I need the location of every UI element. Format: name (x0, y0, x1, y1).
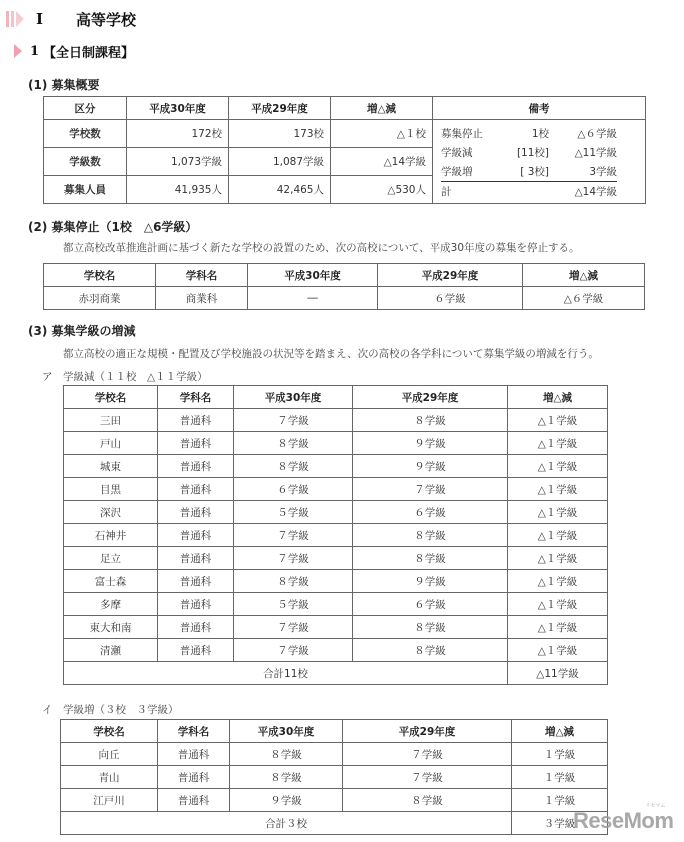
suspension-table (43, 263, 645, 310)
header-cell: 学科名 (158, 720, 230, 743)
cell-h29: ６学級 (378, 287, 523, 310)
cell-diff: △１学級 (508, 639, 608, 662)
cell-school: 赤羽商業 (44, 287, 156, 310)
table-header-row (44, 264, 645, 287)
remarks-cell (433, 120, 646, 204)
remark-value: 3学級 (589, 166, 617, 178)
remark-count: [ 3校] (520, 166, 549, 178)
section3-title: (3) 募集学級の増減 (28, 324, 136, 338)
cell-dept: 普通科 (158, 501, 234, 524)
cell-school: 深沢 (64, 501, 158, 524)
cell-diff: △530人 (331, 176, 433, 204)
table-row (61, 743, 608, 766)
cell-h29: ７学級 (343, 743, 512, 766)
cell-h29: ８学級 (353, 547, 508, 570)
heading-number: I (36, 10, 44, 28)
remark-row (441, 143, 639, 162)
header-cell: 平成30年度 (127, 97, 229, 120)
cell-h30: ７学級 (234, 547, 353, 570)
cell-h30: ７学級 (234, 639, 353, 662)
cell-dept: 普通科 (158, 524, 234, 547)
header-cell: 学科名 (156, 264, 248, 287)
table-row (61, 789, 608, 812)
cell-h30: ５学級 (234, 501, 353, 524)
cell-h29: ９学級 (353, 570, 508, 593)
cell-school: 三田 (64, 409, 158, 432)
cell-school: 青山 (61, 766, 158, 789)
header-cell: 増△減 (508, 386, 608, 409)
remark-label: 学級減 (441, 147, 473, 159)
cell-h30: ７学級 (234, 409, 353, 432)
cell-h29: ８学級 (353, 524, 508, 547)
header-cell: 増△減 (512, 720, 608, 743)
decrease-table (63, 385, 608, 685)
cell-h29: 1,087学級 (229, 148, 331, 176)
table-row (64, 547, 608, 570)
cell-h30: 172校 (127, 120, 229, 148)
cell-school: 石神井 (64, 524, 158, 547)
cell-h30: ８学級 (230, 766, 343, 789)
header-cell: 平成30年度 (248, 264, 378, 287)
header-cell: 増△減 (331, 97, 433, 120)
cell-school: 清瀬 (64, 639, 158, 662)
cell-dept: 普通科 (158, 766, 230, 789)
resemom-logo (573, 803, 674, 834)
cell-school: 目黒 (64, 478, 158, 501)
table-row (64, 524, 608, 547)
section2-title: (2) 募集停止（1校 △6学級） (28, 220, 198, 234)
total-row (64, 662, 608, 685)
remark-count: 1校 (531, 128, 549, 140)
cell-school: 城東 (64, 455, 158, 478)
table-row (61, 766, 608, 789)
table-row (64, 639, 608, 662)
cell-h29: ８学級 (343, 789, 512, 812)
header-cell: 平成29年度 (353, 386, 508, 409)
cell-diff: １学級 (512, 766, 608, 789)
cell-diff: △１校 (331, 120, 433, 148)
cell-diff: △１学級 (508, 501, 608, 524)
table-row (44, 287, 645, 310)
cell-dept: 普通科 (158, 478, 234, 501)
cell-h29: ８学級 (353, 409, 508, 432)
section-heading-1 (6, 6, 136, 32)
header-cell: 平成30年度 (234, 386, 353, 409)
section2-description: 都立高校改革推進計画に基づく新たな学校の設置のため、次の高校について、平成30年度の募集を停止する。 (63, 242, 580, 254)
total-label: 合計３校 (61, 812, 512, 835)
table-header-row (44, 97, 646, 120)
remark-row (441, 162, 639, 181)
subheading-title: 【全日制課程】 (43, 45, 135, 61)
header-cell: 平成30年度 (230, 720, 343, 743)
logo-text: ReseMom (573, 808, 674, 833)
cell-diff: △１学級 (508, 478, 608, 501)
cell-h29: ８学級 (353, 639, 508, 662)
cell-diff: △１学級 (508, 570, 608, 593)
cell-h29: ７学級 (343, 766, 512, 789)
cell-school: 向丘 (61, 743, 158, 766)
table-row (64, 432, 608, 455)
heading-title: 高等学校 (76, 10, 137, 29)
cell-diff: △１学級 (508, 432, 608, 455)
table-row (64, 455, 608, 478)
cell-h30: ― (248, 287, 378, 310)
cell-school: 足立 (64, 547, 158, 570)
cell-school: 江戸川 (61, 789, 158, 812)
cell-dept: 普通科 (158, 570, 234, 593)
remark-row (441, 124, 639, 143)
header-cell: 学校名 (61, 720, 158, 743)
cell-h30: ７学級 (234, 524, 353, 547)
total-row (61, 812, 608, 835)
cell-h30: ６学級 (234, 478, 353, 501)
cell-dept: 普通科 (158, 593, 234, 616)
table-row (64, 478, 608, 501)
cell-diff: △１学級 (508, 409, 608, 432)
cell-school: 富士森 (64, 570, 158, 593)
cell-h29: 42,465人 (229, 176, 331, 204)
cell-diff: △１学級 (508, 593, 608, 616)
remark-value: △６学級 (577, 128, 617, 140)
logo-ruby: リセマム (645, 803, 666, 809)
cell-diff: １学級 (512, 789, 608, 812)
cell-h30: ８学級 (234, 570, 353, 593)
cell-dept: 普通科 (158, 547, 234, 570)
total-diff: ３学級 (512, 812, 608, 835)
cell-diff: △１学級 (508, 524, 608, 547)
decrease-subtitle: ア 学級減（１１校 △１１学級） (42, 371, 208, 383)
cell-h29: 173校 (229, 120, 331, 148)
section1-title: (1) 募集概要 (28, 78, 100, 92)
remark-row (441, 182, 639, 201)
cell-h29: ８学級 (353, 616, 508, 639)
cell-dept: 普通科 (158, 455, 234, 478)
cell-school: 東大和南 (64, 616, 158, 639)
header-cell: 学校名 (44, 264, 156, 287)
cell-dept: 普通科 (158, 789, 230, 812)
cell-h29: ９学級 (353, 432, 508, 455)
cell-school: 多摩 (64, 593, 158, 616)
cell-h30: ７学級 (234, 616, 353, 639)
cell-h29: ６学級 (353, 593, 508, 616)
header-cell: 区分 (44, 97, 127, 120)
remark-value: △11学級 (574, 147, 617, 159)
remark-label: 計 (441, 186, 452, 198)
cell-h29: ９学級 (353, 455, 508, 478)
overview-table (43, 96, 646, 204)
cell-diff: △６学級 (523, 287, 645, 310)
table-row (64, 570, 608, 593)
cell-diff: △１学級 (508, 455, 608, 478)
heading-marker-icon (6, 10, 26, 28)
cell-dept: 普通科 (158, 432, 234, 455)
cell-diff: △14学級 (331, 148, 433, 176)
section-heading-2 (14, 40, 134, 62)
table-row (64, 409, 608, 432)
increase-subtitle: イ 学級増（３校 ３学級） (42, 704, 179, 716)
remark-label: 学級増 (441, 166, 473, 178)
total-diff: △11学級 (508, 662, 608, 685)
row-label: 募集人員 (44, 176, 127, 204)
row-label: 学級数 (44, 148, 127, 176)
cell-dept: 普通科 (158, 743, 230, 766)
cell-h30: 41,935人 (127, 176, 229, 204)
table-row (64, 501, 608, 524)
cell-dept: 商業科 (156, 287, 248, 310)
subheading-number: 1 (30, 43, 40, 59)
cell-diff: △１学級 (508, 547, 608, 570)
remark-value: △14学級 (574, 186, 617, 198)
cell-h29: ６学級 (353, 501, 508, 524)
header-cell: 備考 (433, 97, 646, 120)
cell-h30: ８学級 (234, 455, 353, 478)
cell-school: 戸山 (64, 432, 158, 455)
cell-h30: ９学級 (230, 789, 343, 812)
row-label: 学校数 (44, 120, 127, 148)
cell-diff: １学級 (512, 743, 608, 766)
cell-h30: ８学級 (234, 432, 353, 455)
remark-label: 募集停止 (441, 128, 483, 140)
cell-h30: 1,073学級 (127, 148, 229, 176)
table-header-row (61, 720, 608, 743)
triangle-bullet-icon (14, 44, 22, 58)
cell-dept: 普通科 (158, 639, 234, 662)
section3-description: 都立高校の適正な規模・配置及び学校施設の状況等を踏まえ、次の高校の各学科について募集学級の増減を行う。 (63, 348, 599, 360)
increase-table (60, 719, 608, 835)
cell-h29: ７学級 (353, 478, 508, 501)
table-row (64, 593, 608, 616)
header-cell: 平成29年度 (229, 97, 331, 120)
header-cell: 学科名 (158, 386, 234, 409)
remark-count: [11校] (516, 147, 549, 159)
total-label: 合計11校 (64, 662, 508, 685)
cell-dept: 普通科 (158, 616, 234, 639)
header-cell: 平成29年度 (343, 720, 512, 743)
cell-h30: ５学級 (234, 593, 353, 616)
header-cell: 増△減 (523, 264, 645, 287)
header-cell: 平成29年度 (378, 264, 523, 287)
header-cell: 学校名 (64, 386, 158, 409)
table-row (64, 616, 608, 639)
cell-dept: 普通科 (158, 409, 234, 432)
table-header-row (64, 386, 608, 409)
cell-diff: △１学級 (508, 616, 608, 639)
cell-h30: ８学級 (230, 743, 343, 766)
table-row (44, 120, 646, 148)
